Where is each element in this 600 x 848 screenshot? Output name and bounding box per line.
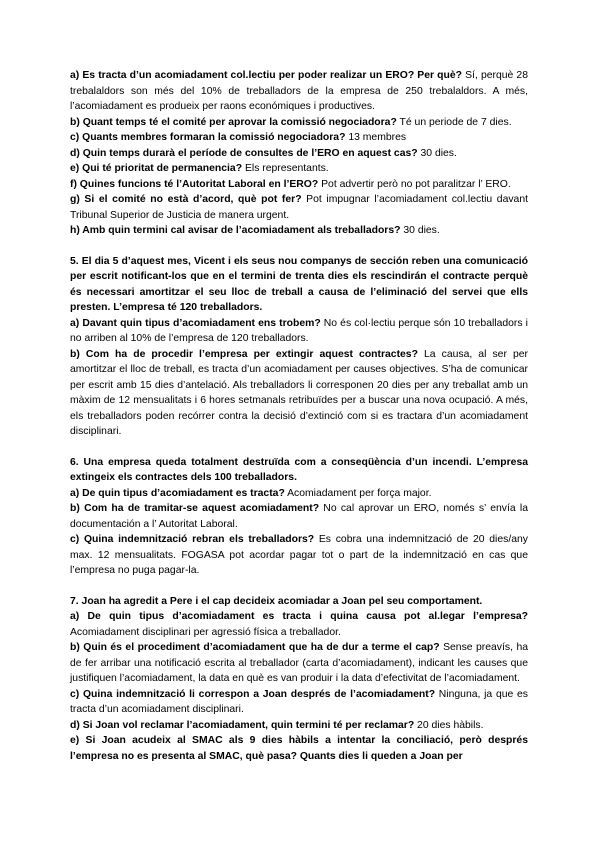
exercise-heading: 7. Joan ha agredit a Pere i el cap decideix acomiadar a Joan pel seu comportament. xyxy=(70,595,483,607)
answer: Pot impugnar l’acomiadament col.lectiu davant Tribunal Superior de Justicia de manera urgent. xyxy=(70,194,528,221)
section-previous-questions xyxy=(70,68,528,239)
answer: 13 membres xyxy=(345,132,407,143)
answer: Sense preavís, ha de fer arribar una notificació escrita al treballador (carta d’acomiadament), indicant les causes que justifiquen l’acomiadament, la data en què es van produir i la data d’efectivitat de l’acomiadament. xyxy=(70,642,528,684)
qa-item xyxy=(70,532,528,579)
question: a) Davant quin tipus d’acomiadament ens trobem? xyxy=(70,317,321,329)
question: b) Com ha de procedir l’empresa per extingir aquest contractes? xyxy=(70,348,418,360)
question: c) Quina indemnització li correspon a Joan després de l’acomiadament? xyxy=(70,688,436,700)
question: c) Quina indemnització rebran els treballadors? xyxy=(70,534,315,545)
qa-item xyxy=(70,640,528,687)
question: h) Amb quin termini cal avisar de l’acomiadament als treballadors? xyxy=(70,225,401,236)
qa-item xyxy=(70,223,528,239)
qa-item xyxy=(70,115,528,131)
question: a) De quin tipus d’acomiadament es tracta? xyxy=(70,487,285,499)
answer: Es cobra una indemnització de 20 dies/any max. 12 mensualitats. FOGASA pot acordar pagar tot o part de la indemnització en cas que l’empresa no puga pagar-la. xyxy=(70,534,528,576)
qa-item xyxy=(70,687,528,718)
section-exercise-7 xyxy=(70,594,528,765)
qa-item xyxy=(70,68,528,115)
answer: 20 dies hàbils. xyxy=(414,719,484,731)
question: e) Si Joan acudeix al SMAC als 9 dies hàbils a intentar la conciliació, però després l’empresa no es presenta al SMAC, què pasa? Quants dies li queden a Joan per xyxy=(70,735,528,762)
answer: Els representants. xyxy=(242,163,329,174)
exercise-heading: 6. Una empresa queda totalment destruïda com a conseqüència d’un incendi. L’empresa extingeix els contractes dels 100 treballadors. xyxy=(70,456,528,483)
qa-item xyxy=(70,177,528,193)
qa-item xyxy=(70,347,528,440)
question: a) De quin tipus d’acomiadament es tracta i quina causa pot al.legar l’empresa? xyxy=(70,611,528,622)
qa-item xyxy=(70,130,528,146)
qa-item xyxy=(70,609,528,640)
answer: Acomiadament disciplinari per agressió física a treballador. xyxy=(70,626,341,638)
section-exercise-6 xyxy=(70,455,528,579)
answer: No és col·lectiu perque són 10 treballadors i no arriben al 10% de l’empresa de 120 treballadors. xyxy=(70,317,528,344)
qa-item xyxy=(70,161,528,177)
question: b) Quant temps té el comité per aprovar la comissió negociadora? xyxy=(70,116,397,128)
exercise-heading: 5. El dia 5 d’aquest mes, Vicent i els seus nou companys de sección reben una comunicació per escrit notificant-los que en el termini de trenta dies els rescindirán el contracte perquè és necessari amortitzar el seu lloc de treball a causa de l’eliminació del servei que ells presten. L’empresa té 120 treballadors. xyxy=(70,255,528,313)
question: d) Si Joan vol reclamar l’acomiadament, quin termini té per reclamar? xyxy=(70,719,415,731)
qa-item xyxy=(70,192,528,223)
answer: Ninguna, ja que es tracta d’un acomiadament disciplinari. xyxy=(70,688,528,715)
question: a) Es tracta d’un acomiadament col.lectiu per poder realizar un ERO? Per què? xyxy=(70,70,462,81)
question: f) Quines funcions té l’Autoritat Laboral en l’ERO? xyxy=(70,178,319,190)
qa-item xyxy=(70,316,528,347)
qa-item xyxy=(70,718,528,734)
answer: 30 dies. xyxy=(400,225,440,236)
answer: Té un periode de 7 dies. xyxy=(396,116,512,128)
answer: No cal aprovar un ERO, només s’ envía la documentación a l’ Autoritat Laboral. xyxy=(70,503,528,530)
answer: Pot advertir però no pot paralitzar l’ ERO. xyxy=(318,178,511,190)
qa-item xyxy=(70,733,528,764)
document-page xyxy=(70,68,528,764)
question: g) Si el comité no està d’acord, què pot fer? xyxy=(70,194,302,205)
answer: 30 dies. xyxy=(417,147,457,159)
question: b) Com ha de tramitar-se aquest acomiadament? xyxy=(70,503,320,514)
question: e) Qui té prioritat de permanencia? xyxy=(70,163,243,174)
answer: Sí, perquè 28 trebalaldors son més del 10% de treballadors de la empresa de 250 trebalaldors. A més, l’acomiadament es produeix per raons económiques i productives. xyxy=(70,70,528,112)
answer: La causa, al ser per amortitzar el lloc de treball, es tracta d’un acomiadament per causes objectives. S’ha de comunicar per escrit amb 15 dies d’antelació. Als treballadors li corresponen 20 dies per any treballat amb un màxim de 12 mensualitats i 6 hores setmanals retribuïdes per a buscar una nova ocupació. A més, els treballadors poden recórrer contra la decisió d’extinció com si es tractara d’un acomiadament disciplinari. xyxy=(70,348,528,437)
question: c) Quants membres formaran la comissió negociadora? xyxy=(70,132,346,143)
section-exercise-5 xyxy=(70,254,528,440)
question: b) Quin és el procediment d’acomiadament que ha de dur a terme el cap? xyxy=(70,642,440,653)
qa-item xyxy=(70,486,528,502)
answer: Acomiadament per força major. xyxy=(284,487,432,499)
qa-item xyxy=(70,146,528,162)
qa-item xyxy=(70,501,528,532)
question: d) Quin temps durarà el període de consultes de l’ERO en aquest cas? xyxy=(70,147,418,159)
